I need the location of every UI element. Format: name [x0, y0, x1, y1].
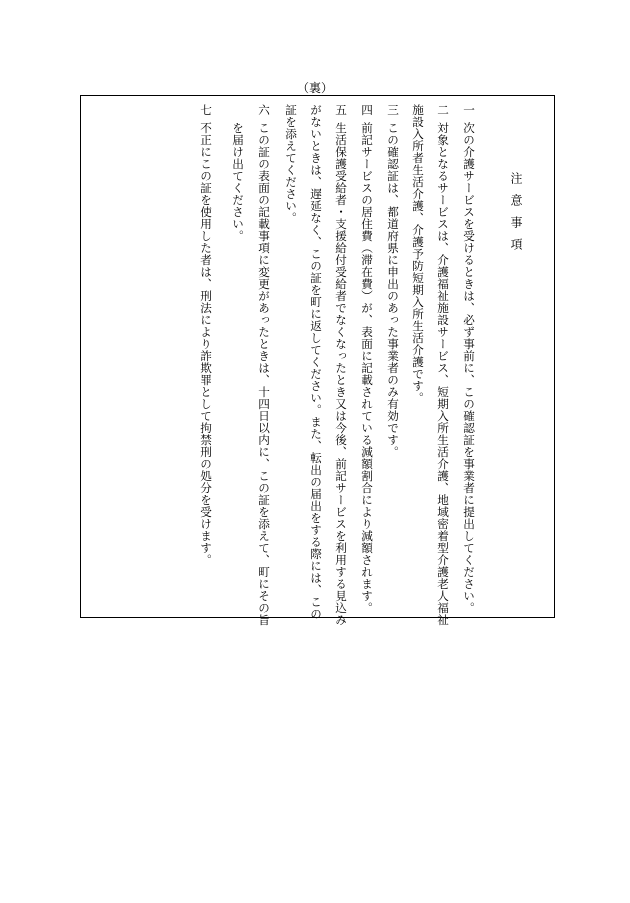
item-2-number: 二: [436, 104, 450, 116]
item-5-line-2: がないときは、遅延なく、この証を町に返してください。また、転出の届出をする際には、この: [309, 104, 323, 620]
item-7-line-1: 不正にこの証を使用した者は、刑法により詐欺罪として拘禁刑の処分を受けます。: [199, 122, 213, 566]
item-4-number: 四: [360, 104, 374, 116]
side-label: （裏）: [296, 81, 333, 95]
item-5-line-1: 生活保護受給者・支援給付受給者でなくなったとき又は今後、前記サービスを利用する見込み: [334, 122, 348, 626]
item-6-line-1: この証の表面の記載事項に変更があったときは、十四日以内に、この証を添えて、町にその旨: [257, 122, 271, 626]
item-3-number: 三: [386, 104, 400, 116]
item-1-line-1: 次の介護サービスを受けるときは、必ず事前に、この確認証を事業者に提出してください。: [462, 122, 476, 614]
item-5-line-3: 証を添えてください。: [284, 104, 298, 224]
item-2-line-1: 対象となるサービスは、介護福祉施設サービス、短期入所生活介護、地域密着型介護老人福祉: [436, 122, 450, 626]
item-4-line-1: 前記サービスの居住費（滞在費）が、表面に記載されている減額割合により減額されます。: [360, 122, 374, 614]
item-5-number: 五: [334, 104, 348, 116]
item-1-number: 一: [462, 104, 476, 116]
item-7-number: 七: [199, 104, 213, 116]
item-6-line-2: を届け出てください。: [231, 122, 245, 242]
item-6-number: 六: [257, 104, 271, 116]
notes-title: 注意事項: [509, 172, 523, 260]
item-3-line-1: この確認証は、都道府県に申出のあった事業者のみ有効です。: [386, 122, 400, 458]
item-2-line-2: 施設入所者生活介護、介護予防短期入所生活介護です。: [411, 104, 425, 404]
